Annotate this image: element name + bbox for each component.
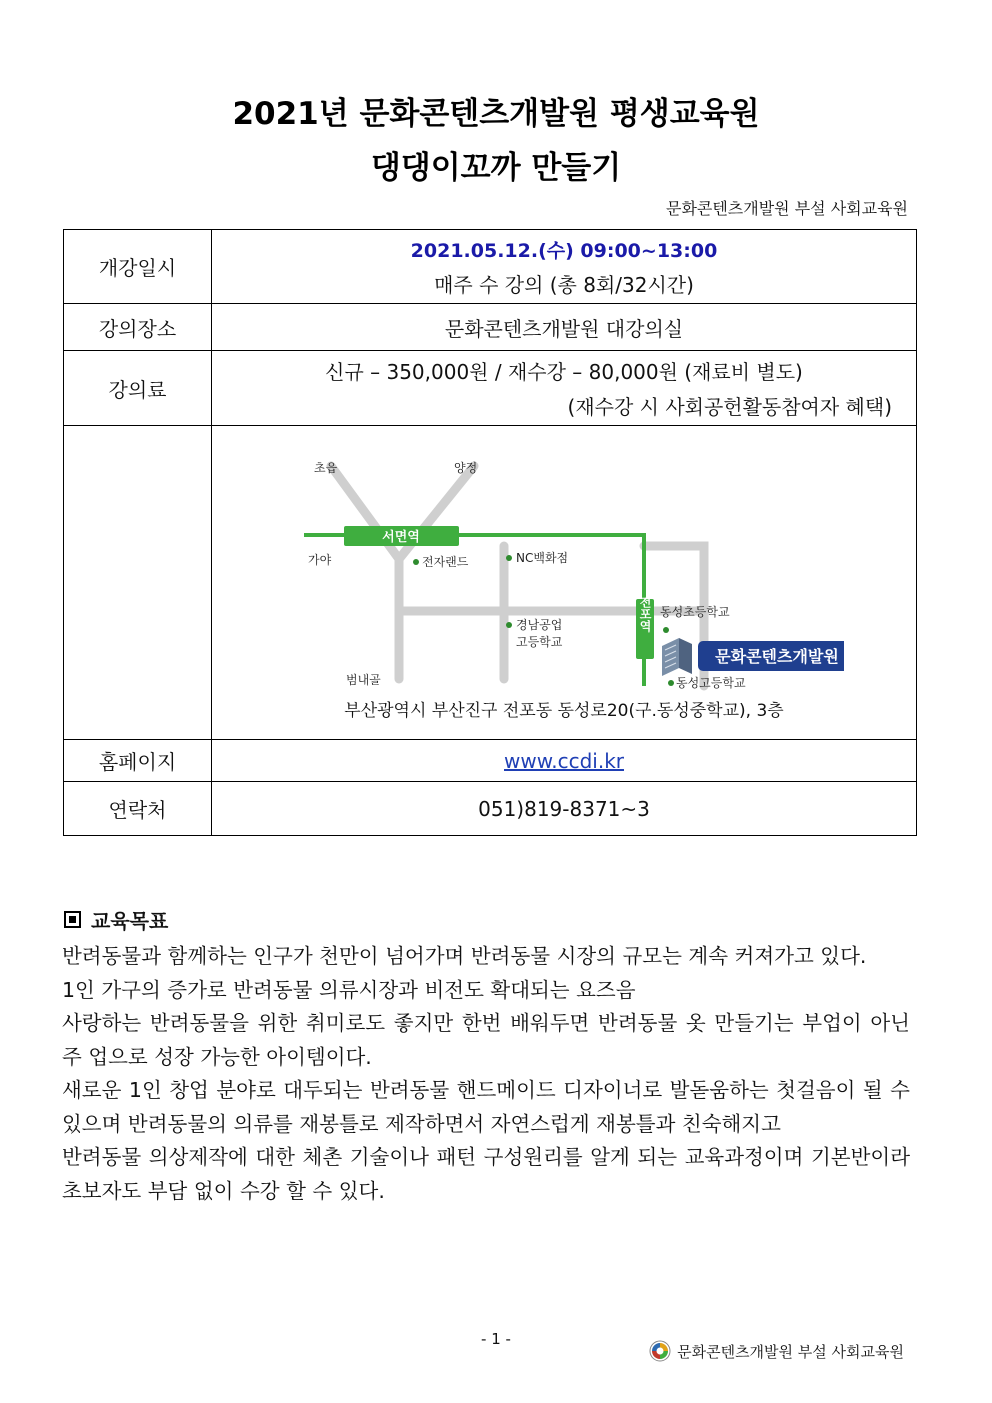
homepage-cell <box>212 740 917 782</box>
map-label-dongseong-elementary: 동성초등학교 <box>660 605 730 619</box>
footer <box>649 1340 904 1362</box>
map-dot-elementary <box>663 627 669 633</box>
org-logo-icon <box>649 1340 671 1362</box>
fee-note: (재수강 시 사회공헌활동참여자 혜택) <box>567 395 892 419</box>
map-dot-high <box>668 680 674 686</box>
map-dot-jeonja-land <box>413 559 419 565</box>
homepage-label: 홈페이지 <box>64 740 212 782</box>
goals-section <box>62 905 910 1208</box>
map-label-jeonja-land: 전자랜드 <box>422 555 469 569</box>
map-dot-gyeongnam <box>506 622 512 628</box>
map-dot-nc <box>506 555 512 561</box>
map-cell <box>212 426 917 740</box>
map-label-yangjeong: 양정 <box>454 461 478 475</box>
seomyeon-station-label: 서면역 <box>382 530 420 545</box>
square-bullet-icon <box>64 911 81 928</box>
fee-cell <box>212 351 917 426</box>
map-label-beomnaegol: 범내골 <box>346 673 381 687</box>
goals-paragraph: 반려동물 의상제작에 대한 체촌 기술이나 패턴 구성원리를 알게 되는 교육과정이며 기본반이라 초보자도 부담 없이 수강 할 수 있다. <box>62 1145 910 1203</box>
homepage-link[interactable]: www.ccdi.kr <box>504 748 624 773</box>
schedule-detail: 매주 수 강의 (총 8회/32시간) <box>434 272 694 297</box>
jeonpo-station-label: 전포역 <box>638 596 652 632</box>
goals-paragraph: 사랑하는 반려동물을 위한 취미로도 좋지만 한번 배워두면 반려동물 옷 만들기는 부업이 아닌 주 업으로 성장 가능한 아이템이다. <box>62 1011 910 1069</box>
map-label-choeup: 초읍 <box>314 461 338 475</box>
venue-value: 문화콘텐츠개발원 대강의실 <box>212 304 917 351</box>
info-table <box>63 229 917 836</box>
table-row <box>64 230 917 304</box>
table-row <box>64 351 917 426</box>
goals-paragraph: 반려동물과 함께하는 인구가 천만이 넘어가며 반려동물 시장의 규모는 계속 커져가고 있다. <box>62 944 867 968</box>
page-title: 2021년 문화콘텐츠개발원 평생교육원 <box>232 96 760 132</box>
destination-label: 문화콘텐츠개발원 <box>715 647 839 666</box>
goals-paragraph: 새로운 1인 창업 분야로 대두되는 반려동물 핸드메이드 디자이너로 발돋움하는 첫걸음이 될 수 있으며 반려동물의 의류를 재봉틀로 제작하면서 자연스럽게 재봉틀과 친숙해지고 <box>62 1078 910 1136</box>
goals-heading-text: 교육목표 <box>91 909 169 933</box>
page-subtitle: 댕댕이꼬까 만들기 <box>370 150 622 186</box>
page-number: - 1 - <box>481 1330 511 1348</box>
table-row <box>64 304 917 351</box>
goals-heading <box>62 905 910 934</box>
goals-paragraph: 1인 가구의 증가로 반려동물 의류시장과 비전도 확대되는 요즈음 <box>62 977 636 1002</box>
schedule-label: 개강일시 <box>64 230 212 304</box>
map-svg <box>284 454 844 694</box>
fee-line: 신규 – 350,000원 / 재수강 – 80,000원 (재료비 별도) <box>325 360 803 384</box>
address: 부산광역시 부산진구 전포동 동성로20(구.동성중학교), 3층 <box>344 701 784 721</box>
contact-label: 연락처 <box>64 782 212 836</box>
schedule-cell <box>212 230 917 304</box>
fee-label: 강의료 <box>64 351 212 426</box>
organization-label: 문화콘텐츠개발원 부설 사회교육원 <box>665 199 908 218</box>
map-label-gaya: 가야 <box>308 553 332 567</box>
footer-organization: 문화콘텐츠개발원 부설 사회교육원 <box>677 1342 904 1361</box>
table-row <box>64 426 917 740</box>
map-label-gyeongnam-1: 경남공업 <box>516 618 563 632</box>
venue-label: 강의장소 <box>64 304 212 351</box>
table-row <box>64 782 917 836</box>
contact-value: 051)819-8371~3 <box>212 782 917 836</box>
map-label-cell <box>64 426 212 740</box>
map-label-dongseong-high: 동성고등학교 <box>676 676 746 690</box>
map-label-gyeongnam-2: 고등학교 <box>516 635 563 649</box>
schedule-date: 2021.05.12.(수) 09:00~13:00 <box>410 239 718 262</box>
map-label-nc-department: NC백화점 <box>516 551 569 565</box>
building-icon <box>662 638 692 676</box>
location-map <box>284 454 844 694</box>
table-row <box>64 740 917 782</box>
